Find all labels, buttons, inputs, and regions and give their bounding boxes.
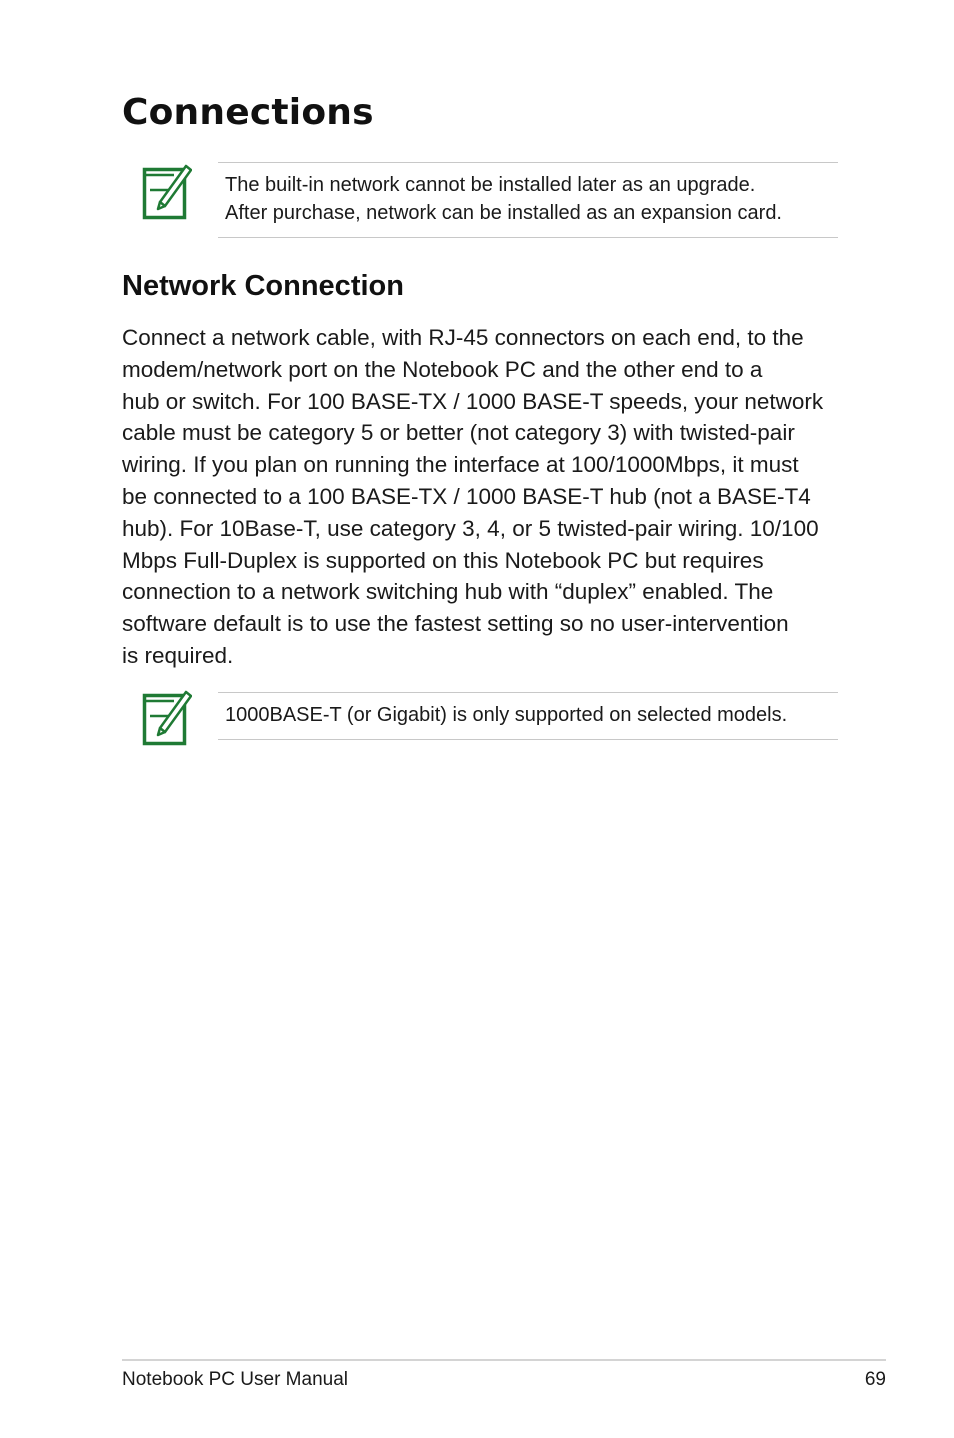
paragraph-line: wiring. If you plan on running the interface at 100/1000Mbps, it must [122,452,799,478]
note-callout [122,162,838,238]
paragraph-line: be connected to a 100 BASE-TX / 1000 BASE-T hub (not a BASE-T4 [122,483,811,509]
paragraph-line: Mbps Full-Duplex is supported on this Notebook PC but requires [122,547,764,573]
note-text-line: After purchase, network can be installed as an expansion card. [225,202,782,224]
note-box [218,162,838,238]
paragraph-line: cable must be category 5 or better (not category 3) with twisted-pair [122,420,795,446]
paragraph-line: hub). For 10Base-T, use category 3, 4, or 5 twisted-pair wiring. 10/100 [122,515,819,541]
footer-manual-title: Notebook PC User Manual [122,1369,348,1390]
note-text-line: The built-in network cannot be installed later as an upgrade. [225,174,756,196]
paragraph-line: hub or switch. For 100 BASE-TX / 1000 BASE-T speeds, your network [122,388,824,414]
note-box [218,692,838,740]
paragraph-line: modem/network port on the Notebook PC and the other end to a [122,356,763,382]
note-text-line: 1000BASE-T (or Gigabit) is only supported on selected models. [225,704,788,726]
paragraph-line: connection to a network switching hub with “duplex” enabled. The [122,579,774,605]
note-pencil-icon [142,688,192,746]
footer-divider [122,1359,886,1361]
paragraph-line: Connect a network cable, with RJ-45 connectors on each end, to the [122,325,804,350]
note-pencil-icon [142,162,192,220]
paragraph-line: is required. [122,642,234,668]
paragraph-line: software default is to use the fastest setting so no user-intervention [122,611,789,637]
note-callout [122,692,838,740]
page-number: 69 [864,1369,886,1390]
page-title: Connections [122,92,374,133]
section-heading: Network Connection [122,270,404,302]
body-paragraph [122,322,842,672]
